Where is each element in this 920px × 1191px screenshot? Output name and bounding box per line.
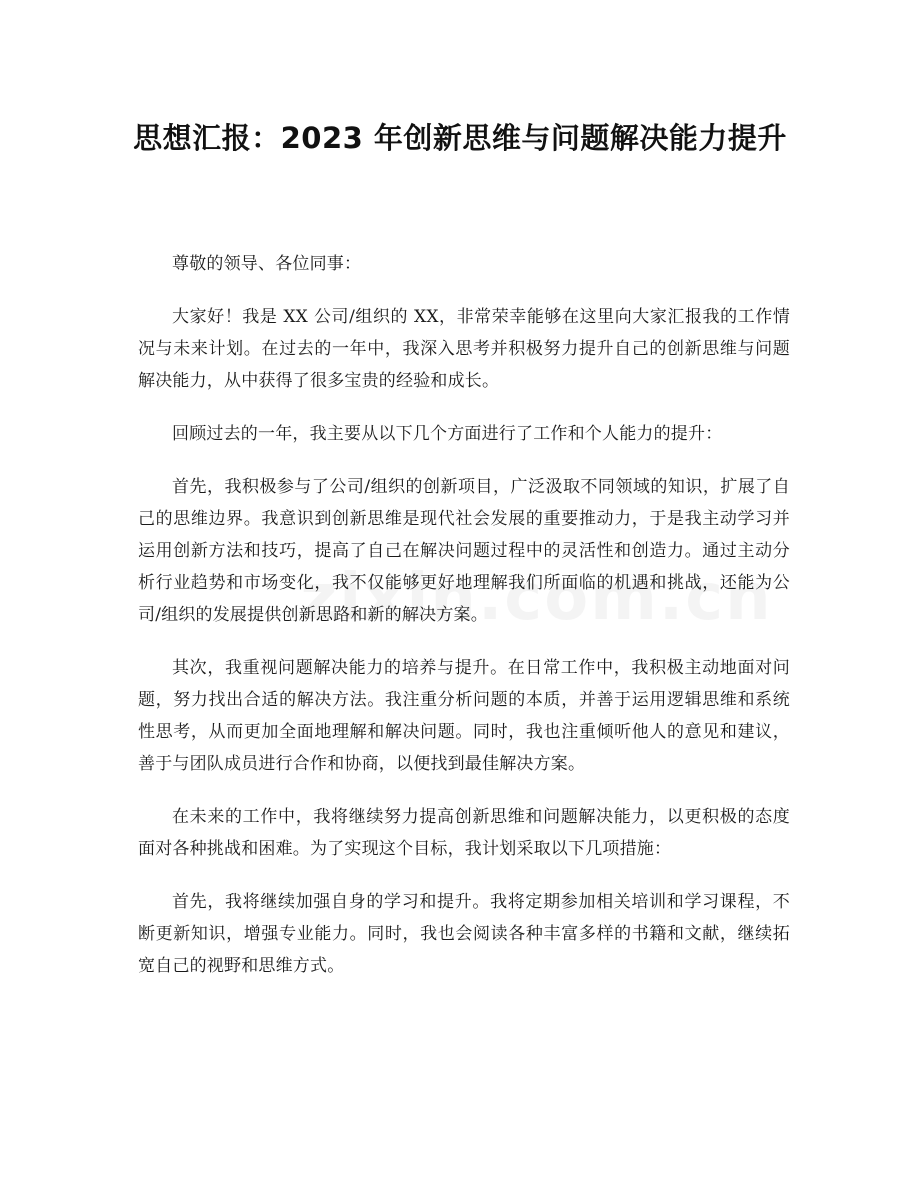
review-paragraph: 回顾过去的一年，我主要从以下几个方面进行了工作和个人能力的提升： [172,424,723,444]
intro-paragraph: 大家好！我是 XX 公司/组织的 XX，非常荣幸能够在这里向大家汇报我的工作情况与未来计划。在过去的一年中，我深入思考并积极努力提升自己的创新思维与问题解决能力，从中获得了很多宝贵的经验和成长。 [138,307,790,391]
problem-solving-paragraph: 其次，我重视问题解决能力的培养与提升。在日常工作中，我积极主动地面对问题，努力找出合适的解决方法。我注重分析问题的本质，并善于运用逻辑思维和系统性思考，从而更加全面地理解和解决问题。同时，我也注重倾听他人的意见和建议，善于与团队成员进行合作和协商，以便找到最佳解决方案。 [138,658,790,774]
document-title: 思想汇报：2023 年创新思维与问题解决能力提升 [133,121,787,155]
document-body [138,248,790,1003]
innovation-paragraph: 首先，我积极参与了公司/组织的创新项目，广泛汲取不同领域的知识，扩展了自己的思维边界。我意识到创新思维是现代社会发展的重要推动力，于是我主动学习并运用创新方法和技巧，提高了自己在解决问题过程中的灵活性和创造力。通过主动分析行业趋势和市场变化，我不仅能够更好地理解我们所面临的机遇和挑战，还能为公司/组织的发展提供创新思路和新的解决方案。 [138,477,790,625]
future-plan-paragraph: 在未来的工作中，我将继续努力提高创新思维和问题解决能力，以更积极的态度面对各种挑战和困难。为了实现这个目标，我计划采取以下几项措施： [138,807,790,859]
salutation-paragraph: 尊敬的领导、各位同事： [172,254,362,274]
learning-measure-paragraph: 首先，我将继续加强自身的学习和提升。我将定期参加相关培训和学习课程，不断更新知识，增强专业能力。同时，我也会阅读各种丰富多样的书籍和文献，继续拓宽自己的视野和思维方式。 [138,892,790,976]
